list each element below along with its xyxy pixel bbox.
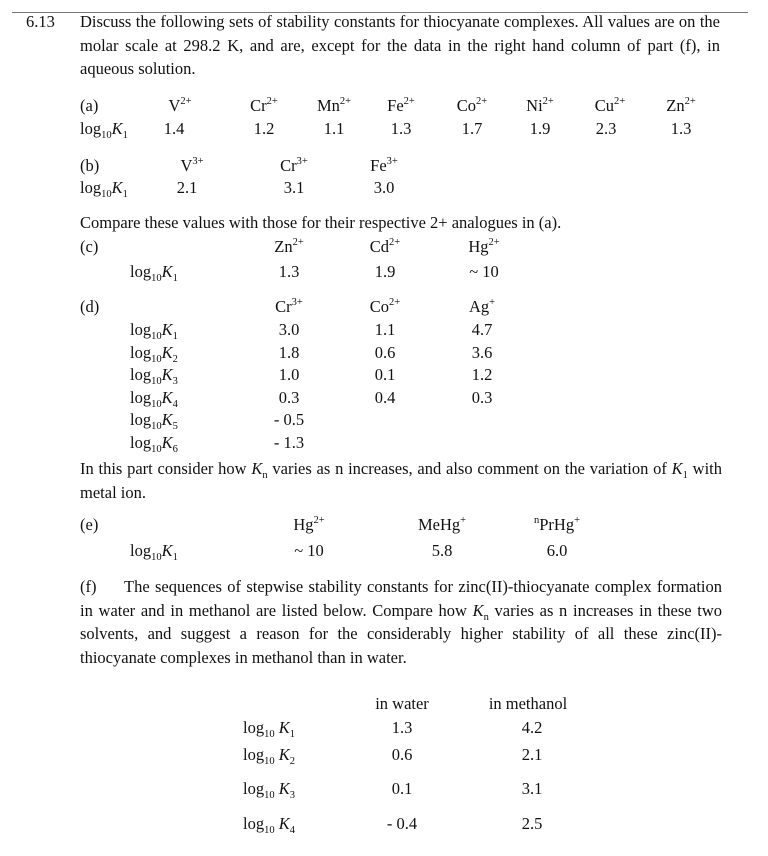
part-f-methanol-0: 4.2 — [521, 718, 543, 737]
part-d-row-label-0: $\log_{10}K_1$ — [130, 320, 178, 342]
part-a-ion-0: $V^{2+}$ — [168, 96, 192, 115]
part-c-label: (c) — [80, 237, 99, 256]
part-a-value-6: 2.3 — [595, 119, 617, 138]
part-c-ion-0: $Zn^{2+}$ — [274, 237, 304, 256]
part-d-cell-3-0: 0.3 — [278, 387, 300, 407]
part-f-row-label-0: $\log_{10} K_1$ — [243, 718, 295, 740]
part-d-cell-3-2: 0.3 — [471, 387, 493, 407]
part-d-cell-2-1: 0.1 — [374, 365, 396, 384]
part-d-row-label-1: $\log_{10}K_2$ — [130, 342, 178, 365]
part-b-value-2: 3.0 — [373, 178, 395, 197]
part-d-cell-2-2: 1.2 — [471, 365, 493, 384]
problem-intro: Discuss the following sets of stability constants for thiocyanate complexes. All values are on the molar scale at 298.2 K, and are, except for the data in the right hand column of part (f), in aqueous solution. — [80, 12, 720, 78]
part-c-value-2: ~ 10 — [469, 262, 499, 281]
part-f-row-label-1: $\log_{10} K_2$ — [243, 745, 295, 767]
part-a-label: (a) — [80, 96, 99, 115]
part-f-water-0: 1.3 — [391, 718, 413, 737]
part-f-text: The sequences of stepwise stability constants for zinc(II)-thiocyanate complex formation in water and in methanol are listed below. Compare how $K_n$ varies as n increases in these two solvents, and suggest a reason for the considerably higher stability of all these zinc(II)-thiocyanate complexes in methanol than in water. — [80, 577, 722, 667]
part-f-water-3: - 0.4 — [386, 814, 418, 833]
part-a-value-0: 1.4 — [163, 119, 185, 138]
part-d-cell-4-0: - 0.5 — [273, 410, 305, 429]
part-c-value-1: 1.9 — [374, 262, 396, 281]
part-e-label: (e) — [80, 515, 99, 534]
part-e-value-2: 6.0 — [546, 541, 568, 560]
part-a-ion-6: $Cu^{2+}$ — [594, 96, 626, 115]
part-b-ion-0: $V^{3+}$ — [180, 156, 204, 175]
part-a-ion-4: $Co^{2+}$ — [456, 96, 488, 115]
part-d-question: In this part consider how $K_n$ varies as n increases, and also comment on the variation of $K_1$ with metal ion. — [80, 459, 722, 502]
part-b-value-1: 3.1 — [283, 178, 305, 197]
part-d-cell-1-1: 0.6 — [374, 342, 396, 362]
part-e-value-1: 5.8 — [431, 541, 453, 560]
part-d-row-label-2: $\log_{10}K_3$ — [130, 365, 178, 387]
part-d-cell-2-0: 1.0 — [278, 365, 300, 384]
part-b-label: (b) — [80, 156, 100, 175]
part-d-label: (d) — [80, 297, 100, 316]
part-f-methanol-2: 3.1 — [521, 779, 543, 798]
part-e-ion-2: $^n$PrHg+ — [533, 515, 580, 534]
part-d-row-label-4: $\log_{10}K_5$ — [130, 410, 178, 432]
part-d-ion-0: $Cr^{3+}$ — [275, 297, 303, 316]
part-d-cell-3-1: 0.4 — [374, 387, 396, 407]
part-f-row-label-3: $\log_{10} K_4$ — [243, 814, 295, 836]
part-d-cell-1-0: 1.8 — [278, 342, 300, 362]
part-d-cell-0-0: 3.0 — [278, 320, 300, 339]
part-b-compare-text: Compare these values with those for their respective 2+ analogues in (a). — [80, 213, 562, 232]
part-a-value-4: 1.7 — [461, 119, 483, 138]
part-f-methanol-1: 2.1 — [521, 745, 543, 764]
part-c-ion-1: $Cd^{2+}$ — [369, 237, 401, 256]
part-c-ion-2: $Hg^{2+}$ — [468, 237, 500, 256]
part-f-row-label-2: $\log_{10} K_3$ — [243, 779, 295, 801]
part-a-ion-2: $Mn^{2+}$ — [316, 96, 352, 115]
part-a-ion-7: $Zn^{2+}$ — [666, 96, 696, 115]
part-d-cell-5-0: - 1.3 — [273, 432, 305, 452]
part-a-value-7: 1.3 — [670, 119, 692, 138]
part-c-value-0: 1.3 — [278, 262, 300, 281]
part-e-row-label: $\log_{10}K_1$ — [130, 541, 178, 563]
part-f-methanol-3: 2.5 — [521, 814, 543, 833]
part-a-value-1: 1.2 — [253, 119, 275, 138]
part-a-value-5: 1.9 — [529, 119, 551, 138]
part-e-value-0: ~ 10 — [294, 541, 324, 560]
part-f-header-0: in water — [375, 694, 429, 713]
part-d-cell-1-2: 3.6 — [471, 342, 493, 362]
part-a-row-label: $\log_{10}K_1$ — [80, 119, 128, 141]
part-c-row-label: $\log_{10}K_1$ — [130, 262, 178, 284]
problem-number: 6.13 — [26, 12, 55, 31]
part-d-ion-2: Ag+ — [468, 297, 496, 316]
part-d-row-label-3: $\log_{10}K_4$ — [130, 387, 178, 410]
part-f-header-1: in methanol — [488, 694, 568, 713]
part-d-ion-1: $Co^{2+}$ — [369, 297, 401, 316]
part-a-ion-5: $Ni^{2+}$ — [526, 96, 554, 115]
part-b-ion-1: $Cr^{3+}$ — [280, 156, 308, 175]
part-a-value-3: 1.3 — [390, 119, 412, 138]
part-b-value-0: 2.1 — [176, 178, 198, 197]
part-f-water-2: 0.1 — [391, 779, 413, 798]
part-d-cell-0-2: 4.7 — [471, 320, 493, 339]
part-e-ion-1: MeHg+ — [417, 515, 467, 534]
part-e-ion-0: $Hg^{2+}$ — [293, 515, 325, 534]
part-f-water-1: 0.6 — [391, 745, 413, 764]
part-b-row-label: $\log_{10}K_1$ — [80, 178, 128, 200]
part-d-cell-0-1: 1.1 — [374, 320, 396, 339]
part-b-ion-2: $Fe^{3+}$ — [370, 156, 398, 175]
part-a-ion-1: $Cr^{2+}$ — [250, 96, 278, 115]
part-f-label: (f) — [80, 577, 97, 596]
part-a-ion-3: $Fe^{2+}$ — [387, 96, 415, 115]
part-d-row-label-5: $\log_{10}K_6$ — [130, 432, 178, 455]
part-a-value-2: 1.1 — [323, 119, 345, 138]
